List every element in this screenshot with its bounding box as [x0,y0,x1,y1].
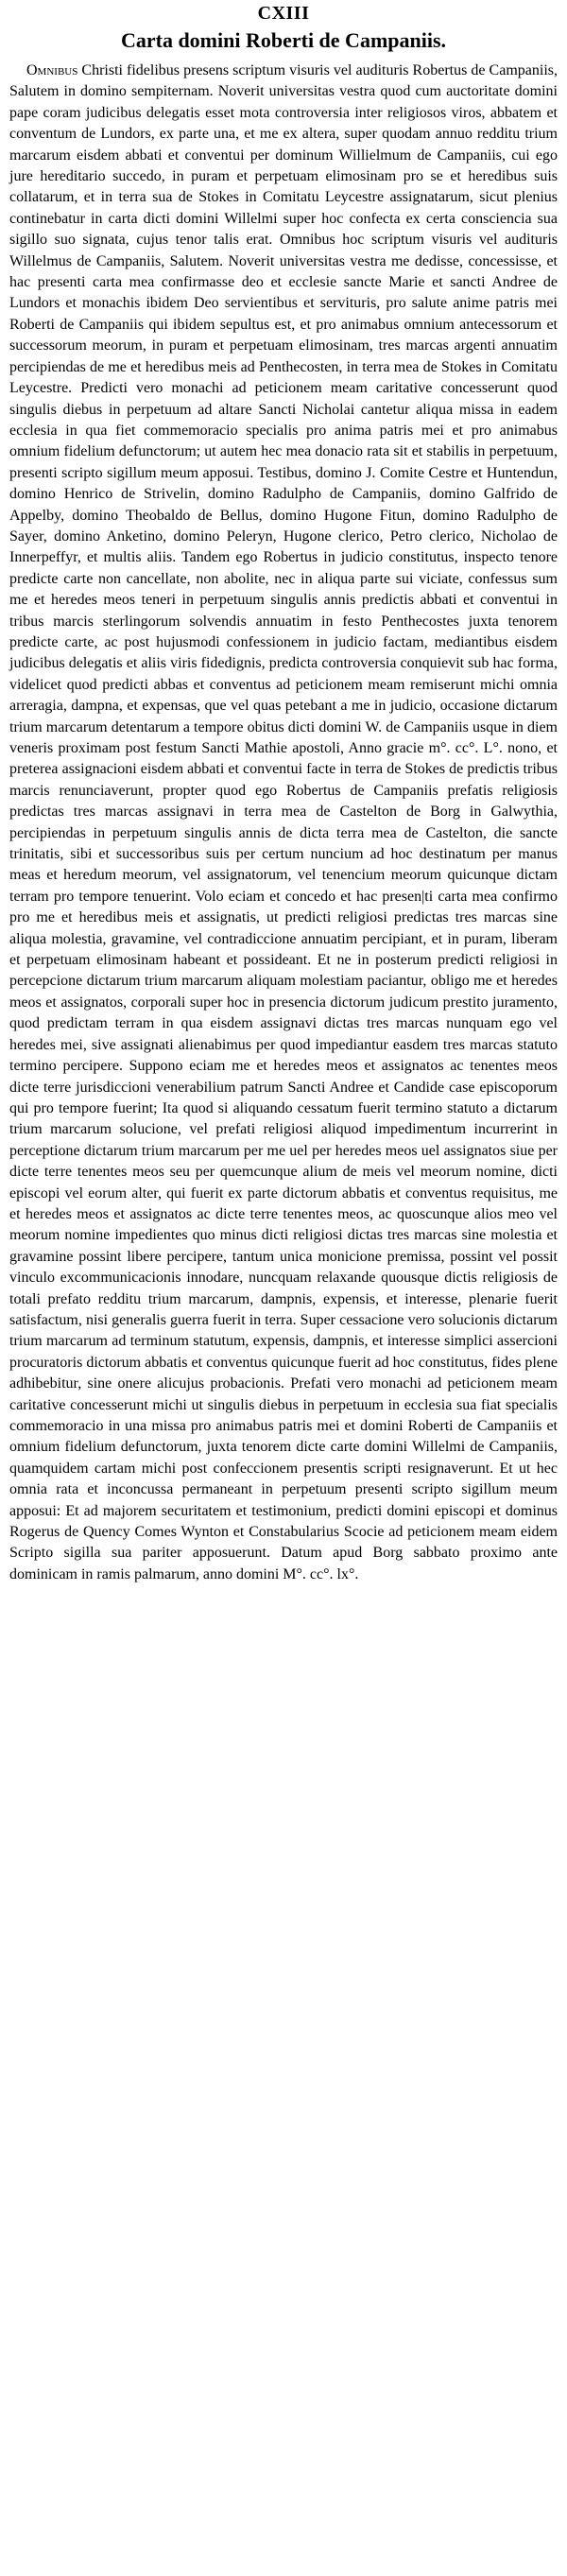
charter-body [9,61,558,1585]
opening-word: Omnibus [26,62,78,78]
charter-title: Carta domini Roberti de Campaniis. [120,28,447,52]
charter-number: CXIII [257,3,310,24]
charter-body-text: Christi fidelibus presens scriptum visuris vel audituris Robertus de Campaniis, Salutem in domino sempiternam. Noverit universitas vestra quod cum auctoritate domini pape coram judicibus delegatis esset mota controversia inter religiosos viros, abbatem et conventum de Lundors, ex parte una, et me ex altera, super quodam annuo redditu trium marcarum eisdem abbati et conventui per dominum Willielmum de Campaniis, cui ego jure hereditario succedo, in puram et perpetuam elimosinam pro se et heredibus suis collatarum, et in terra sua de Stokes in Comitatu Leycestre assignatarum, sicut plenius continebatur in carta dicti domini Willelmi super hoc confecta ex certa consciencia sua sigillo suo signata, cujus tenor talis erat. Omnibus hoc scriptum visuris vel audituris Willelmus de Campaniis, Salutem. Noverit universitas vestra me dedisse, concessisse, et hac presenti carta mea confirmasse deo et ecclesie sancte Marie et sancti Andree de Lundors et monachis ibidem Deo servientibus et servituris, pro salute anime patris mei Roberti de Campaniis qui ibidem sepultus est, et pro animabus omnium antecessorum et successorum meorum, in puram et perpetuam elimosinam, tres marcas argenti annuatim percipiendas de me et heredibus meis ad Penthecosten, in terra mea de Stokes in Comitatu Leycestre. Predicti vero monachi ad peticionem meam caritative concesserunt quod singulis diebus in perpetuum ad altare Sancti Nicholai cantetur aliqua missa in eadem ecclesia in qua fiet commemoracio specialis pro anima patris mei et pro animabus omnium fidelium defunctorum; ut autem hec mea donacio rata sit et stabilis in perpetuum, presenti scripto sigillum meum apposui. Testibus, domino J. Comite Cestre et Huntendun, domino Henrico de Strivelin, domino Radulpho de Campaniis, domino Galfrido de Appelby, domino Theobaldo de Bellus, domino Hugone Fitun, domino Radulpho de Sayer, domino Anketino, domino Peleryn, Hugone clerico, Petro clerico, Nicholao de Innerpeffyr, et multis aliis. Tandem ego Robertus in judicio constitutus, inspecto tenore predicte carte non cancellate, non abolite, nec in aliqua parte sui viciate, confessus sum me et heredes meos teneri in perpetuum singulis annis predictis abbati et conventui in tribus marcis sterlingorum solvendis annuatim in festo Penthecostes juxta tenorem predicte carte, ac post hujusmodi confessionem in judicio factam, mediantibus eisdem judicibus delegatis et aliis viris fidedignis, predicta controversia conquievit sub hac forma, videlicet quod predicti abbas et conventus ad peticionem meam remiserunt michi omnia arreragia, dampna, et expensas, que vel quas petebant a me in judicio, occasione dictarum trium marcarum detentarum a tempore obitus dicti domini W. de Campaniis usque in diem veneris proximam post festum Sancti Mathie apostoli, Anno gracie m°. cc°. L°. nono, et preterea assignacioni eisdem abbati et conventui facte in terra de Stokes de predictis tribus marcis renunciaverunt, propter quod ego Robertus de Campaniis prefatis religiosis predictas tres marcas assignavi in terra mea de Castelton de Borg in Galwythia, percipiendas in perpetuum singulis annis de dicta terra mea de Castelton, die sancte trinitatis, sibi et successoribus suis per certum nuncium ad hoc destinatum per manus meas et heredum meorum, vel assignatorum, vel tenencium meorum quicunque dictam terram pro tempore tenuerint. Volo eciam et concedo et hac presen|ti carta mea confirmo pro me et heredibus meis et assignatis, ut predicti religiosi predictas tres marcas sine aliqua molestia, gravamine, vel contradiccione annuatim percipiant, et in puram, liberam et perpetuam elimosinam habeant et possideant. Et ne in posterum predicti religiosi in percepcione dictarum trium marcarum aliquam molestiam paciantur, obligo me et heredes meos et assignatos, corporali super hoc in presencia dictorum judicum prestito juramento, quod predictam terram in qua eisdem assignavi dictas tres marcas nunquam ego vel heredes mei, sive assignati alienabimus per quod impediantur easdem tres marcas statuto termino percipere. Suppono eciam me et heredes meos et assignatos ac tenentes meos dicte terre jurisdiccioni venerabilium patrum Sancti Andree et Candide case episcoporum qui pro tempore fuerint; Ita quod si aliquando cessatum fuerit termino statuto a dictarum trium marcarum solucione, vel prefati religiosi aliquod impedimentum incurrerint in perceptione dictarum trium marcarum per me uel per heredes meos uel assignatos siue per dicte terre tenentes meos seu per quemcunque alium de meis vel meorum nomine, dicti episcopi vel eorum alter, qui fuerit ex parte dictorum abbatis et conventus requisitus, me et heredes meos et assignatos ac dicte terre tenentes meos, ac quoscunque alios meo vel meorum nomine impedientes quo minus dicti religiosi dictas tres marcas sine molestia et gravamine possint libere percipere, tantum unica monicione premissa, possint vel possit vinculo excommunicacionis innodare, nuncquam relaxande quousque dictis religiosis de totali prefato redditu trium marcarum, dampnis, expensis, et interesse, plenarie fuerit satisfactum, nisi generalis guerra fuerit in terra. Super cessacione vero solucionis dictarum trium marcarum ad terminum statutum, expensis, dampnis, et interesse simplici assercioni procuratoris dictorum abbatis et conventus quicunque fuerit ad hoc constitutus, fides plene adhibebitur, sine onere alicujus probacionis. Prefati vero monachi ad peticionem meam caritative concesserunt michi ut singulis diebus in perpetuum in ecclesia sua fiat specialis commemoracio in una missa pro animabus patris mei et domini Roberti de Campaniis et omnium fidelium defunctorum, juxta tenorem dicte carte domini Willelmi de Campaniis, quamquidem cartam michi post confeccionem presentis scripti resignaverunt. Et ut hec omnia rata et inconcussa permaneant in perpetuum presenti scripto sigillum meum apposui: Et ad majorem securitatem et testimonium, predicti domini episcopi et dominus Rogerus de Quency Comes Wynton et Constabularius Scocie ad peticionem meam eidem Scripto sigilla sua pariter apposuerunt. Datum apud Borg sabbato proximo ante dominicam in ramis palmarum, anno domini M°. cc°. lx°. [9,62,558,1582]
